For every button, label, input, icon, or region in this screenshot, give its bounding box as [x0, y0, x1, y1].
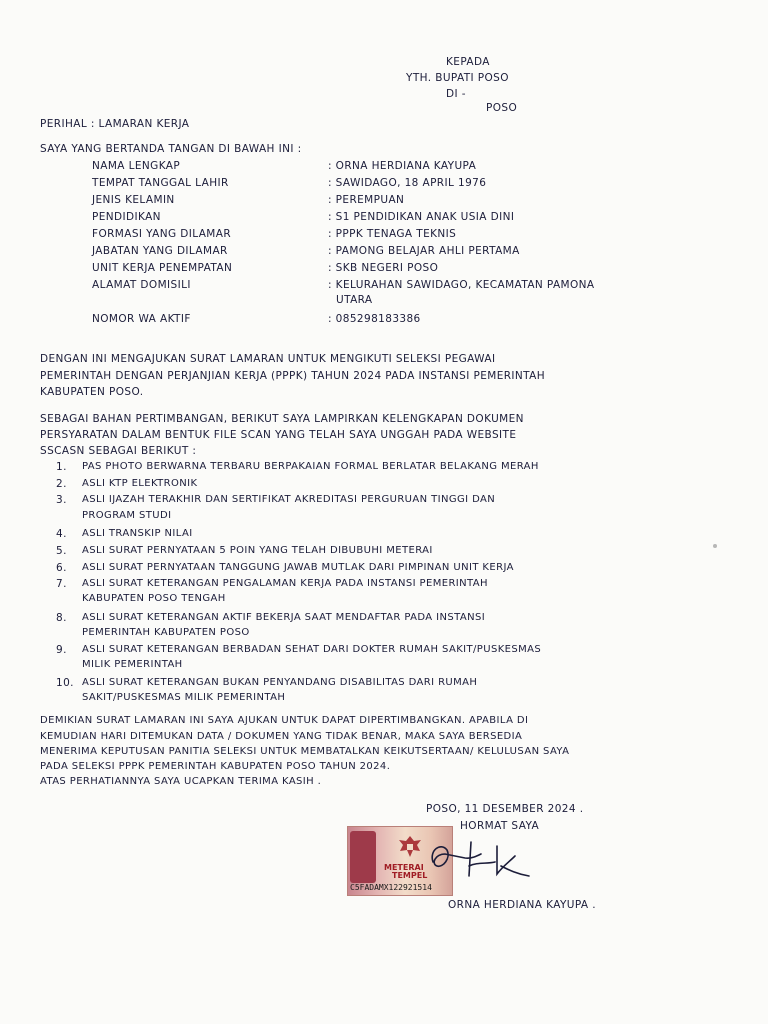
list-item-text: ASLI IJAZAH TERAKHIR DAN SERTIFIKAT AKREDITASI PERGURUAN TINGGI DAN — [82, 494, 496, 505]
list-item-text: ASLI SURAT KETERANGAN BERBADAN SEHAT DARI DOKTER RUMAH SAKIT/PUSKESMAS — [82, 644, 542, 655]
field-value-pendidikan: : S1 PENDIDIKAN ANAK USIA DINI — [328, 211, 515, 223]
letter-intro: SAYA YANG BERTANDA TANGAN DI BAWAH INI : — [40, 143, 302, 155]
scan-speck — [713, 544, 717, 548]
paragraph-line: DENGAN INI MENGAJUKAN SURAT LAMARAN UNTUK MENGIKUTI SELEKSI PEGAWAI — [40, 353, 496, 365]
paragraph-line: PERSYARATAN DALAM BENTUK FILE SCAN YANG TELAH SAYA UNGGAH PADA WEBSITE — [40, 429, 517, 441]
list-item-text: SAKIT/PUSKESMAS MILIK PEMERINTAH — [82, 692, 286, 703]
field-label-pendidikan: PENDIDIKAN — [92, 211, 161, 223]
list-item-number: 4. — [56, 528, 67, 540]
field-label-formasi: FORMASI YANG DILAMAR — [92, 228, 232, 240]
recipient-kepada: KEPADA — [446, 56, 490, 68]
recipient-bupati: YTH. BUPATI POSO — [406, 72, 509, 84]
closing-line: ATAS PERHATIANNYA SAYA UCAPKAN TERIMA KASIH . — [40, 776, 322, 787]
closing-line: KEMUDIAN HARI DITEMUKAN DATA / DOKUMEN YANG TIDAK BENAR, MAKA SAYA BERSEDIA — [40, 731, 523, 742]
paragraph-line: PEMERINTAH DENGAN PERJANJIAN KERJA (PPPK) TAHUN 2024 PADA INSTANSI PEMERINTAH — [40, 370, 546, 382]
field-label-alamat: ALAMAT DOMISILI — [92, 279, 191, 291]
hormat-saya: HORMAT SAYA — [460, 820, 540, 832]
place-date: POSO, 11 DESEMBER 2024 . — [426, 803, 584, 815]
paragraph-line: SSCASN SEBAGAI BERIKUT : — [40, 445, 197, 457]
stamp-serial: C5FADAMX122921514 — [350, 883, 432, 892]
closing-line: MENERIMA KEPUTUSAN PANITIA SELEKSI UNTUK MEMBATALKAN KEIKUTSERTAAN/ KELULUSAN SAYA — [40, 746, 570, 757]
meterai-label: METERAI — [384, 863, 424, 872]
field-value-wa: : 085298183386 — [328, 313, 421, 325]
field-value-nama: : ORNA HERDIANA KAYUPA — [328, 160, 477, 172]
field-label-wa: NOMOR WA AKTIF — [92, 313, 191, 325]
field-label-unit-kerja: UNIT KERJA PENEMPATAN — [92, 262, 233, 274]
list-item-number: 10. — [56, 677, 74, 689]
paragraph-line: KABUPATEN POSO. — [40, 386, 144, 398]
list-item-number: 2. — [56, 478, 67, 490]
field-value-alamat: : KELURAHAN SAWIDAGO, KECAMATAN PAMONA — [328, 279, 595, 291]
letter-subject: PERIHAL : LAMARAN KERJA — [40, 118, 190, 130]
closing-line: DEMIKIAN SURAT LAMARAN INI SAYA AJUKAN UNTUK DAPAT DIPERTIMBANGKAN. APABILA DI — [40, 715, 529, 726]
recipient-di: DI - — [446, 88, 466, 100]
list-item-text: ASLI SURAT PERNYATAAN 5 POIN YANG TELAH DIBUBUHI METERAI — [82, 545, 433, 556]
list-item-text: PEMERINTAH KABUPATEN POSO — [82, 627, 250, 638]
field-label-jenis-kelamin: JENIS KELAMIN — [92, 194, 175, 206]
list-item-text: MILIK PEMERINTAH — [82, 659, 183, 670]
recipient-city: POSO — [486, 102, 518, 114]
list-item-number: 7. — [56, 578, 67, 590]
field-value-formasi: : PPPK TENAGA TEKNIS — [328, 228, 457, 240]
paragraph-line: SEBAGAI BAHAN PERTIMBANGAN, BERIKUT SAYA LAMPIRKAN KELENGKAPAN DOKUMEN — [40, 413, 524, 425]
closing-line: PADA SELEKSI PPPK PEMERINTAH KABUPATEN POSO TAHUN 2024. — [40, 761, 391, 772]
hologram-seal — [350, 831, 376, 883]
list-item-text: ASLI TRANSKIP NILAI — [82, 528, 193, 539]
field-value-ttl: : SAWIDAGO, 18 APRIL 1976 — [328, 177, 487, 189]
list-item-number: 6. — [56, 562, 67, 574]
field-value-alamat-cont: UTARA — [336, 294, 373, 306]
list-item-number: 8. — [56, 612, 67, 624]
field-value-unit-kerja: : SKB NEGERI POSO — [328, 262, 439, 274]
garuda-emblem-icon — [396, 833, 424, 861]
list-item-number: 1. — [56, 461, 67, 473]
field-value-jabatan: : PAMONG BELAJAR AHLI PERTAMA — [328, 245, 520, 257]
field-label-ttl: TEMPAT TANGGAL LAHIR — [92, 177, 229, 189]
list-item-number: 3. — [56, 494, 67, 506]
field-label-nama: NAMA LENGKAP — [92, 160, 181, 172]
list-item-text: ASLI SURAT KETERANGAN PENGALAMAN KERJA PADA INSTANSI PEMERINTAH — [82, 578, 488, 589]
handwritten-signature — [425, 836, 535, 886]
list-item-text: ASLI SURAT PERNYATAAN TANGGUNG JAWAB MUTLAK DARI PIMPINAN UNIT KERJA — [82, 562, 514, 573]
list-item-number: 5. — [56, 545, 67, 557]
field-label-jabatan: JABATAN YANG DILAMAR — [92, 245, 228, 257]
list-item-text: PAS PHOTO BERWARNA TERBARU BERPAKAIAN FORMAL BERLATAR BELAKANG MERAH — [82, 461, 539, 472]
list-item-text: PROGRAM STUDI — [82, 510, 172, 521]
list-item-text: ASLI SURAT KETERANGAN BUKAN PENYANDANG DISABILITAS DARI RUMAH — [82, 677, 478, 688]
field-value-jenis-kelamin: : PEREMPUAN — [328, 194, 405, 206]
list-item-text: ASLI SURAT KETERANGAN AKTIF BEKERJA SAAT MENDAFTAR PADA INSTANSI — [82, 612, 486, 623]
list-item-number: 9. — [56, 644, 67, 656]
list-item-text: ASLI KTP ELEKTRONIK — [82, 478, 198, 489]
tempel-label: TEMPEL — [392, 871, 428, 880]
signatory-name: ORNA HERDIANA KAYUPA . — [448, 899, 596, 911]
list-item-text: KABUPATEN POSO TENGAH — [82, 593, 226, 604]
